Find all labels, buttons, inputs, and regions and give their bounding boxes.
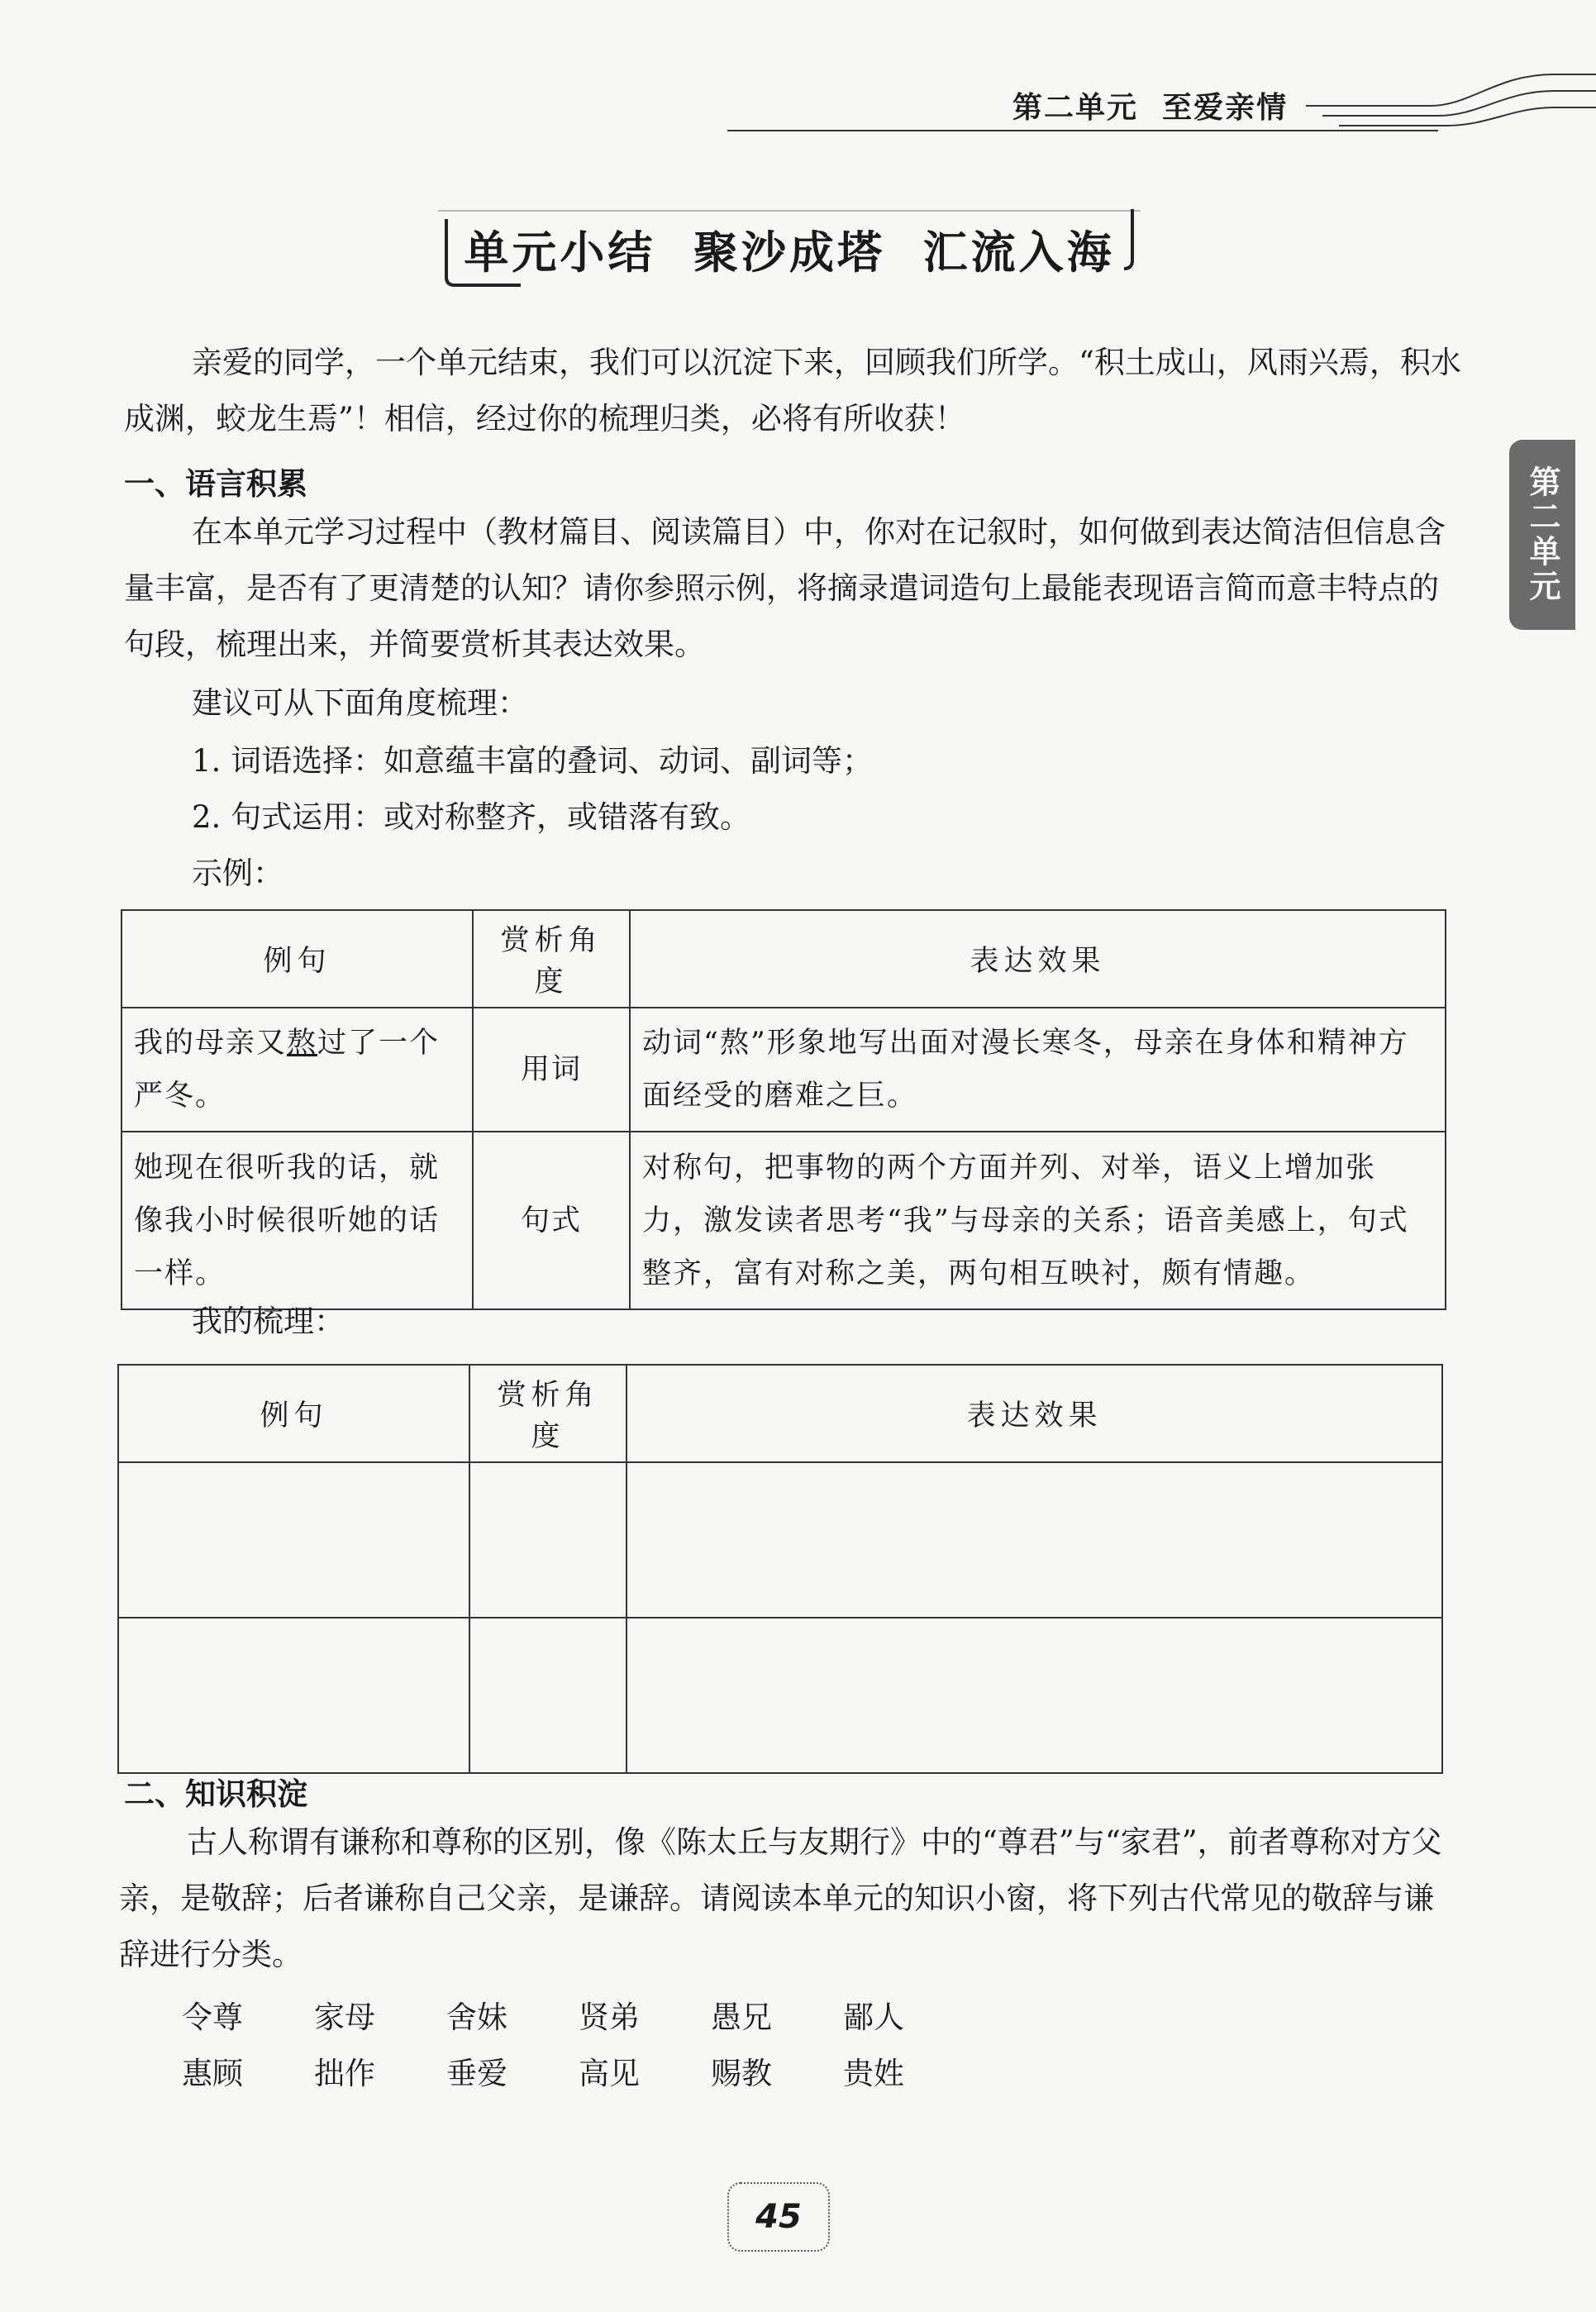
my-summary-label: 我的梳理： [192,1304,345,1339]
main-title: 单元小结 聚沙成塔 汇流入海 [464,226,1115,279]
blank-answer-row[interactable] [118,1618,1442,1773]
header-effect: 表达效果 [626,1365,1442,1462]
example-angle-1: 用词 [473,1008,630,1132]
key-word: 熬 [287,1027,318,1060]
example-table [121,909,1446,1310]
word-item: 拙作 [314,2056,375,2091]
word-item: 家母 [314,2000,375,2035]
example-label: 示例： [192,856,283,891]
blank-cell[interactable] [469,1618,626,1773]
word-list-row-2 [182,2048,975,2093]
point-2: 2. 句式运用：或对称整齐，或错落有致。 [192,799,751,835]
suggestion-text: 建议可从下面角度梳理： [192,685,528,721]
blank-answer-row[interactable] [118,1462,1442,1618]
word-item: 惠顾 [182,2056,243,2091]
section1-paragraph: 在本单元学习过程中（教材篇目、阅读篇目）中，你对在记叙时，如何做到表达简洁但信息含量丰富，是否有了更清楚的认知？请你参照示例，将摘录遣词造句上最能表现语言简而意丰特点的句段，梳理出来，并简要赏析其表达效果。 [124,514,1446,662]
section-heading-knowledge: 二、知识积淀 [124,1776,307,1812]
header-sentence: 例句 [118,1365,469,1462]
word-item: 贤弟 [579,2000,640,2035]
page-number: 45 [727,2182,830,2252]
example-sentence-1 [121,1008,473,1132]
header-angle: 赏析角度 [469,1365,626,1462]
section-title-box [422,203,1157,293]
blank-cell[interactable] [118,1462,469,1618]
unit-side-tab: 第二单元 [1509,440,1575,630]
blank-cell[interactable] [626,1462,1442,1618]
blank-cell[interactable] [626,1618,1442,1773]
section2-paragraph: 古人称谓有谦称和尊称的区别，像《陈太丘与友期行》中的“尊君”与“家君”，前者尊称对方父亲，是敬辞；后者谦称自己父亲，是谦辞。请阅读本单元的知识小窗，将下列古代常见的敬辞与谦辞进行分类。 [119,1824,1442,1972]
section-heading-language: 一、语言积累 [124,466,307,502]
blank-cell[interactable] [469,1462,626,1618]
answer-table [117,1364,1443,1774]
table-row [121,1132,1446,1309]
header-sentence: 例句 [121,910,473,1008]
example-sentence-2: 她现在很听我的话，就像我小时候很听她的话一样。 [121,1132,473,1309]
word-item: 垂爱 [446,2056,507,2091]
word-item: 令尊 [182,2000,243,2035]
sentence-part: 过了一个严冬。 [134,1027,441,1113]
table-row [121,1008,1446,1132]
word-list-row-1 [182,1992,975,2037]
header-angle: 赏析角度 [473,910,630,1008]
blank-cell[interactable] [118,1618,469,1773]
word-item: 鄙人 [843,2000,904,2035]
header-title: 第二单元 至爱亲情 [1012,91,1289,125]
example-effect-2: 对称句，把事物的两个方面并列、对举，语义上增加张力，激发读者思考“我”与母亲的关系；语音美感上，句式整齐，富有对称之美，两句相互映衬，颇有情趣。 [630,1132,1446,1309]
word-item: 赐教 [711,2056,772,2091]
table-header-row [121,910,1446,1008]
table-header-row [118,1365,1442,1462]
point-1: 1. 词语选择：如意蕴丰富的叠词、动词、副词等； [192,743,874,779]
word-item: 高见 [579,2056,640,2091]
example-angle-2: 句式 [473,1132,630,1309]
example-effect-1: 动词“熬”形象地写出面对漫长寒冬，母亲在身体和精神方面经受的磨难之巨。 [630,1008,1446,1132]
word-item: 愚兄 [711,2000,772,2035]
header-effect: 表达效果 [630,910,1446,1008]
word-item: 贵姓 [843,2056,904,2091]
sentence-part: 我的母亲又 [134,1027,288,1060]
running-header [727,33,1596,141]
word-item: 舍妹 [446,2000,507,2035]
intro-paragraph: 亲爱的同学，一个单元结束，我们可以沉淀下来，回顾我们所学。“积土成山，风雨兴焉，积水成渊，蛟龙生焉”！相信，经过你的梳理归类，必将有所收获！ [124,345,1461,436]
